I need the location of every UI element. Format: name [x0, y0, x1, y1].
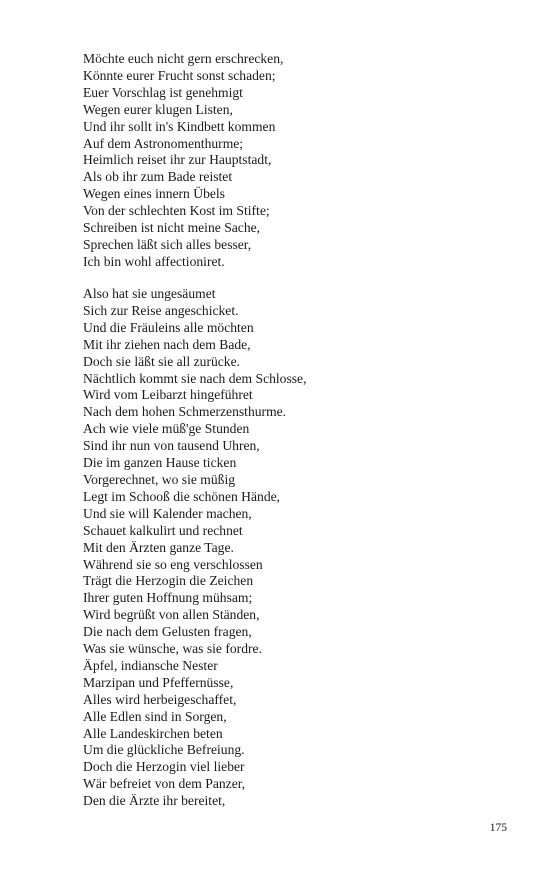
verse-line: Während sie so eng verschlossen: [83, 556, 263, 572]
verse-line: Alle Edlen sind in Sorgen,: [83, 708, 227, 724]
verse-line: Trägt die Herzogin die Zeichen: [83, 573, 254, 589]
verse-line: Was sie wünsche, was sie fordre.: [83, 641, 262, 657]
verse-line: Alle Landeskirchen beten: [83, 725, 223, 741]
verse-line: Mit ihr ziehen nach dem Bade,: [83, 336, 251, 352]
verse-line: Äpfel, indiansche Nester: [83, 657, 218, 673]
stanza-2: [83, 286, 307, 810]
verse-line: Vorgerechnet, wo sie müßig: [83, 471, 236, 487]
verse-line: Nächtlich kommt sie nach dem Schlosse,: [83, 370, 307, 386]
verse-line: Schreiben ist nicht meine Sache,: [83, 220, 261, 236]
verse-line: Wird begrüßt von allen Ständen,: [83, 607, 260, 623]
verse-line: Alles wird herbeigeschaffet,: [83, 691, 237, 707]
verse-line: Schauet kalkulirt und rechnet: [83, 522, 243, 538]
verse-line: Wegen eines innern Übels: [83, 186, 225, 202]
verse-line: Und sie will Kalender machen,: [83, 505, 252, 521]
verse-line: Und die Fräuleins alle möchten: [83, 319, 254, 335]
verse-line: Euer Vorschlag ist genehmigt: [83, 84, 243, 100]
verse-line: Die im ganzen Hause ticken: [83, 455, 237, 471]
verse-line: Und ihr sollt in's Kindbett kommen: [83, 118, 276, 134]
verse-line: Legt im Schooß die schönen Hände,: [83, 488, 281, 504]
verse-line: Könnte eurer Frucht sonst schaden;: [83, 67, 276, 83]
verse-line: Sich zur Reise angeschicket.: [83, 302, 239, 318]
page-number: 175: [489, 822, 507, 834]
verse-line: Doch sie läßt sie all zurücke.: [83, 353, 241, 369]
verse-line: Wär befreiet von dem Panzer,: [83, 776, 246, 792]
verse-line: Sind ihr nun von tausend Uhren,: [83, 438, 260, 454]
verse-line: Also hat sie ungesäumet: [83, 286, 216, 301]
verse-line: Marzipan und Pfeffernüsse,: [83, 674, 234, 690]
verse-line: Auf dem Astronomenthurme;: [83, 135, 244, 151]
verse-line: Möchte euch nicht gern erschrecken,: [83, 51, 284, 66]
verse-line: Ach wie viele müß'ge Stunden: [83, 421, 250, 437]
verse-line: Doch die Herzogin viel lieber: [83, 759, 245, 775]
verse-line: Heimlich reiset ihr zur Hauptstadt,: [83, 152, 272, 168]
verse-line: Wegen eurer klugen Listen,: [83, 101, 233, 117]
verse-line: Von der schlechten Kost im Stifte;: [83, 203, 270, 219]
verse-line: Mit den Ärzten ganze Tage.: [83, 539, 234, 555]
verse-line: Nach dem hohen Schmerzensthurme.: [83, 404, 287, 420]
verse-line: Ihrer guten Hoffnung mühsam;: [83, 590, 253, 606]
verse-line: Um die glückliche Befreiung.: [83, 742, 245, 758]
verse-line: Den die Ärzte ihr bereitet,: [83, 793, 226, 809]
verse-line: Ich bin wohl affectioniret.: [83, 253, 225, 269]
verse-line: Die nach dem Gelusten fragen,: [83, 624, 252, 640]
stanza-1: [83, 51, 283, 271]
verse-line: Sprechen läßt sich alles besser,: [83, 236, 252, 252]
verse-line: Als ob ihr zum Bade reistet: [83, 169, 233, 185]
verse-line: Wird vom Leibarzt hingeführet: [83, 387, 253, 403]
